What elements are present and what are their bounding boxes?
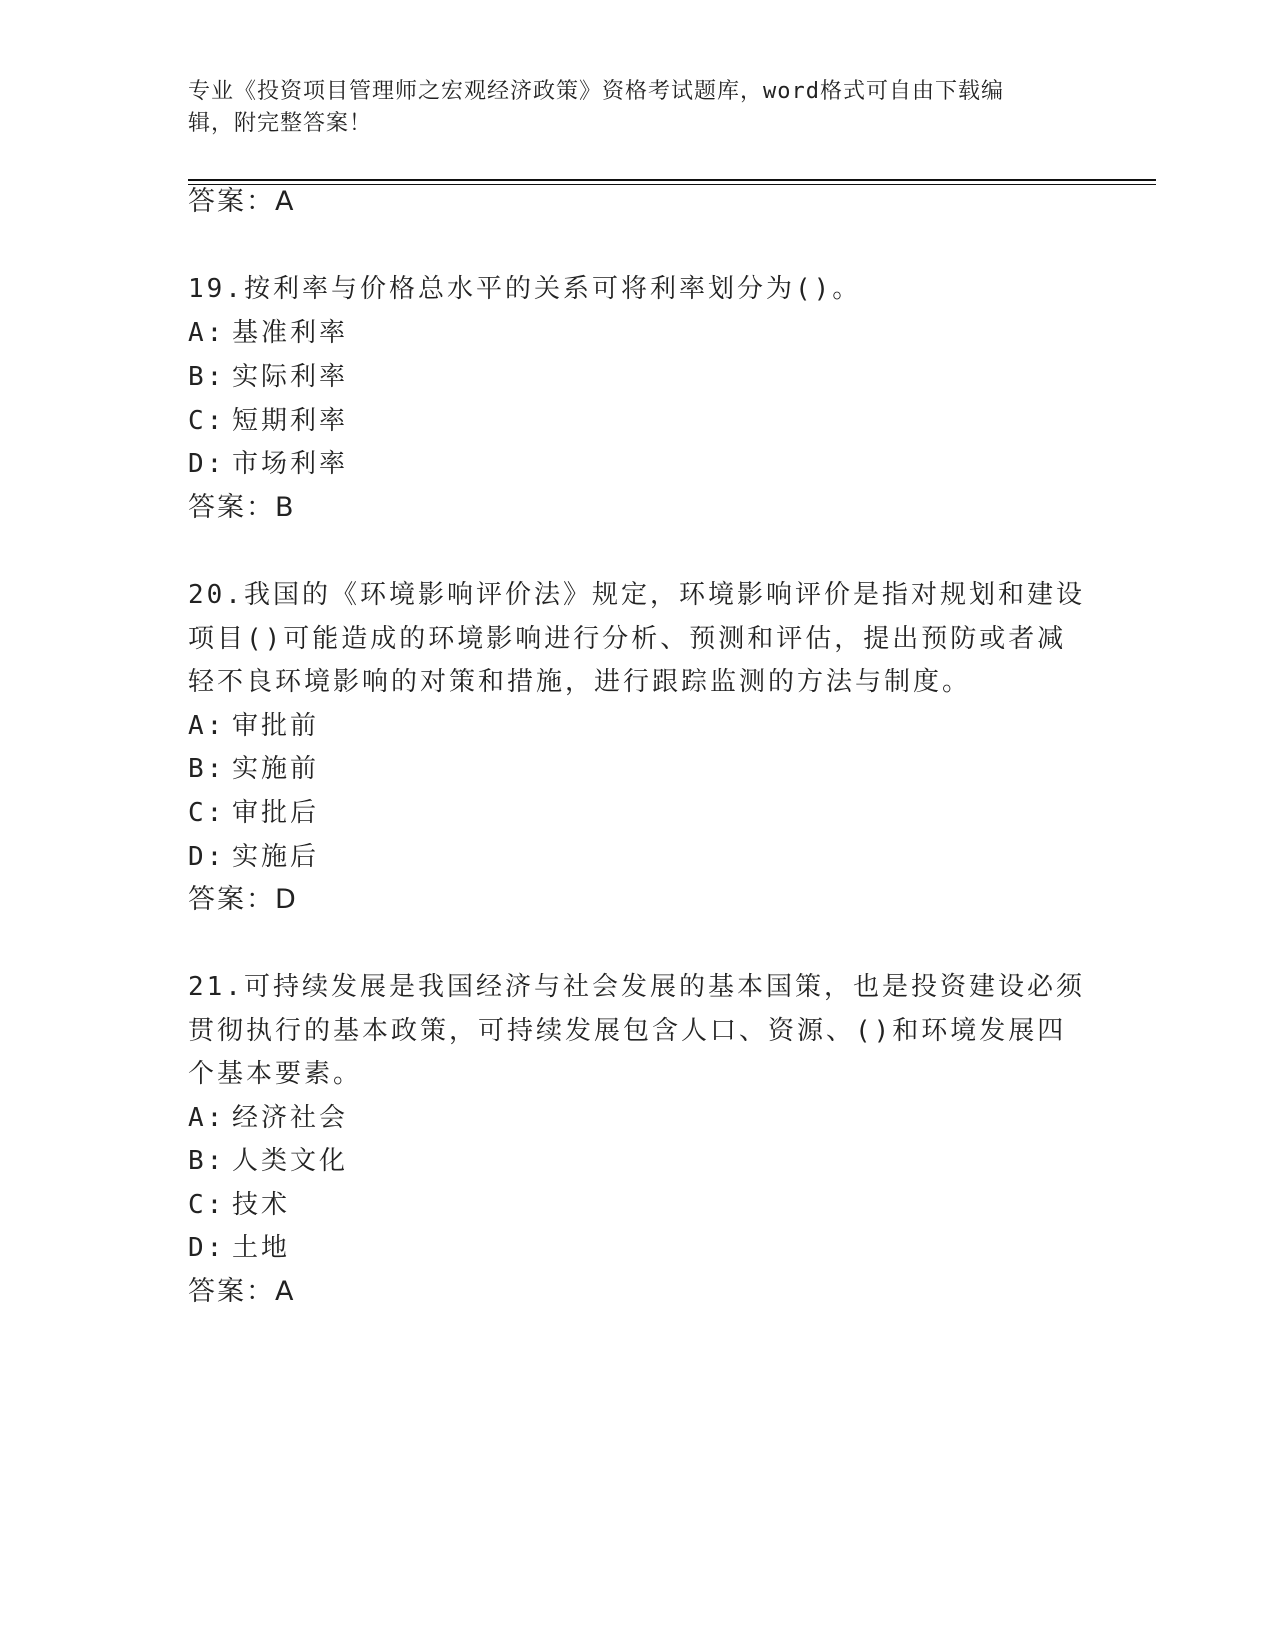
header-divider — [188, 179, 1156, 181]
question-19-option-b — [188, 359, 348, 395]
option-text: 技术 — [232, 1190, 291, 1220]
option-key: D: — [188, 449, 226, 479]
option-text: 土地 — [232, 1233, 291, 1263]
question-20-answer: 答案：D — [188, 884, 298, 915]
question-21-option-b — [188, 1143, 348, 1179]
option-key: C: — [188, 798, 226, 828]
header-line-2: 辑，附完整答案！ — [188, 111, 373, 136]
option-text: 市场利率 — [232, 449, 349, 479]
question-19-answer: 答案：B — [188, 492, 296, 523]
option-key: C: — [188, 406, 226, 436]
option-text: 经济社会 — [232, 1103, 349, 1133]
option-key: D: — [188, 842, 226, 872]
question-20-text-line-2: 项目()可能造成的环境影响进行分析、预测和评估，提出预防或者减 — [188, 624, 1067, 654]
option-key: B: — [188, 754, 226, 784]
question-21-text-line-2: 贯彻执行的基本政策，可持续发展包含人口、资源、()和环境发展四 — [188, 1016, 1067, 1046]
question-21-option-a — [188, 1100, 348, 1136]
document-header — [188, 76, 1068, 140]
option-text: 人类文化 — [232, 1146, 349, 1176]
header-divider-thin — [188, 184, 1156, 185]
question-19-option-a — [188, 315, 348, 351]
question-21-answer: 答案：A — [188, 1276, 296, 1307]
question-19-text: 19.按利率与价格总水平的关系可将利率划分为()。 — [188, 274, 862, 304]
option-key: D: — [188, 1233, 226, 1263]
question-20-option-c — [188, 795, 319, 831]
question-19-option-d — [188, 446, 348, 482]
question-20-text-line-1: 20.我国的《环境影响评价法》规定，环境影响评价是指对规划和建设 — [188, 580, 1085, 610]
option-key: B: — [188, 1146, 226, 1176]
question-20-option-d — [188, 839, 319, 875]
option-text: 审批后 — [232, 798, 320, 828]
option-text: 实施前 — [232, 754, 320, 784]
option-key: A: — [188, 318, 226, 348]
option-text: 基准利率 — [232, 318, 349, 348]
option-key: C: — [188, 1190, 226, 1220]
header-line-1: 专业《投资项目管理师之宏观经济政策》资格考试题库，word格式可自由下载编 — [188, 79, 1004, 104]
option-key: B: — [188, 362, 226, 392]
option-text: 短期利率 — [232, 406, 349, 436]
option-key: A: — [188, 711, 226, 741]
question-20-text-line-3: 轻不良环境影响的对策和措施，进行跟踪监测的方法与制度。 — [188, 667, 972, 697]
option-text: 审批前 — [232, 711, 320, 741]
question-19-option-c — [188, 403, 348, 439]
question-21-text-line-1: 21.可持续发展是我国经济与社会发展的基本国策，也是投资建设必须 — [188, 972, 1085, 1002]
option-text: 实施后 — [232, 842, 320, 872]
question-20-option-a — [188, 708, 319, 744]
question-21-text-line-3: 个基本要素。 — [188, 1059, 363, 1089]
option-text: 实际利率 — [232, 362, 349, 392]
question-21-option-d — [188, 1230, 290, 1266]
question-20-option-b — [188, 751, 319, 787]
previous-answer: 答案：A — [188, 186, 296, 217]
question-21-option-c — [188, 1187, 290, 1223]
option-key: A: — [188, 1103, 226, 1133]
